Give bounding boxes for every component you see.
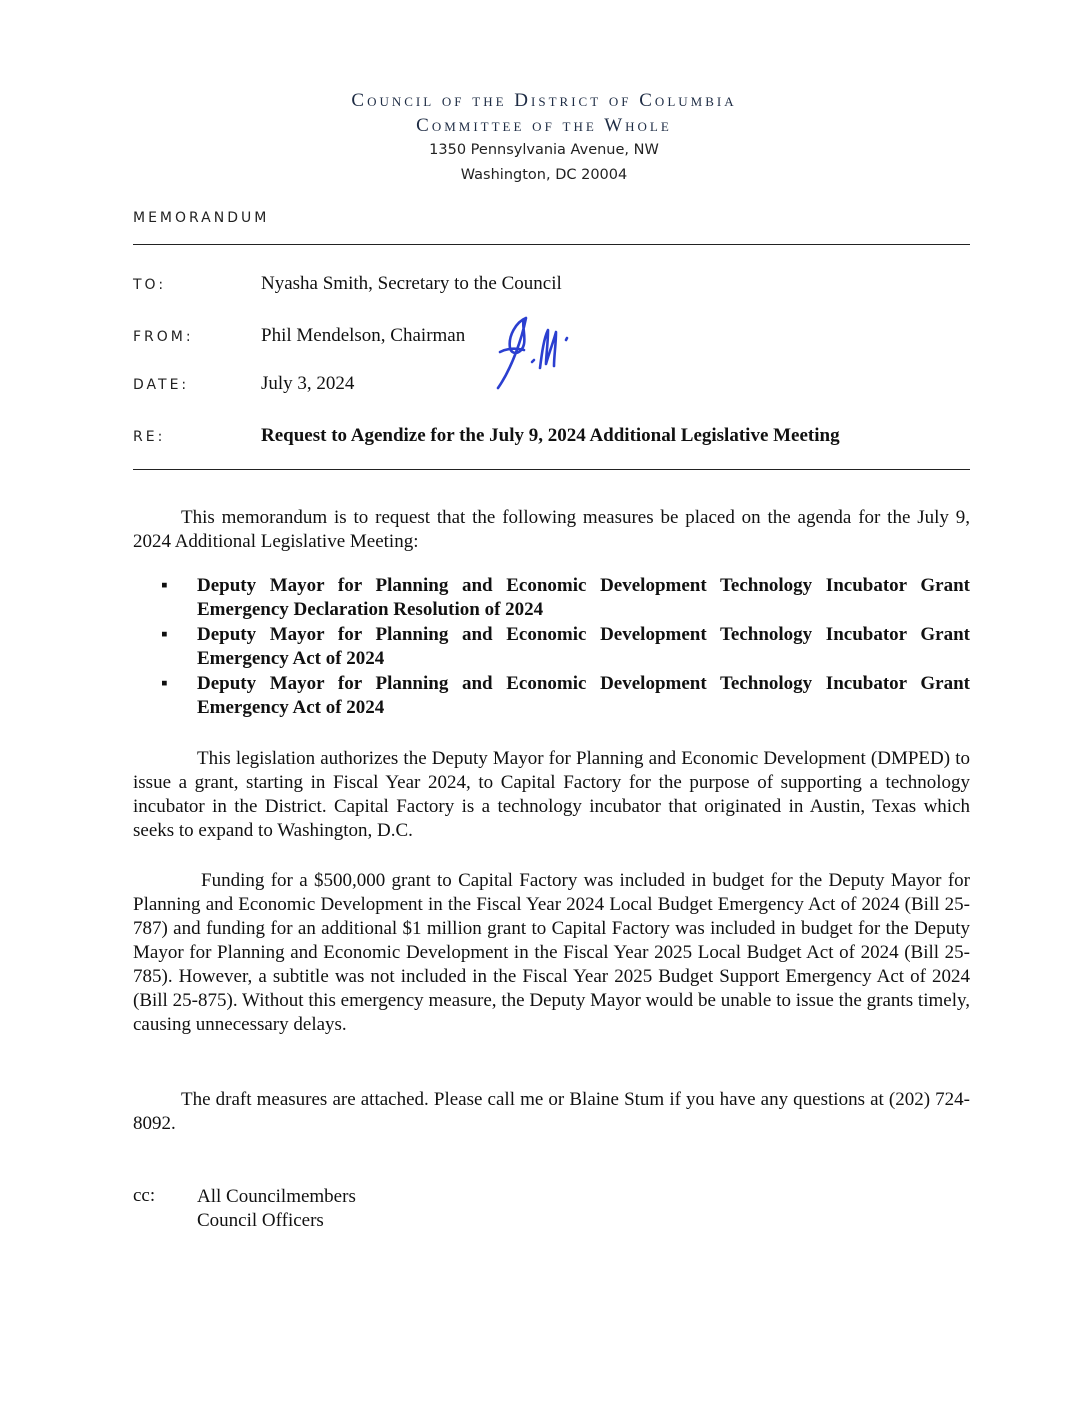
to-value: Nyasha Smith, Secretary to the Council [261,273,562,294]
funding-paragraph: Funding for a $500,000 grant to Capital Factory was included in budget for the Deputy Mayor for Planning and Economic Development in the Fiscal Year 2024 Local Budget Emergency Act of 2024 (Bill 25-787) and funding for an additional $1 million grant to Capital Factory was included in budget for the Deputy Mayor for Planning and Economic Development in the Fiscal Year 2025 Local Budget Act of 2024 (Bill 25-785). However, a subtitle was not included in the Fiscal Year 2025 Budget Support Emergency Act of 2024 (Bill 25-875). Without this emergency measure, the Deputy Mayor would be unable to issue the grants timely, causing unnecessary delays. [133,870,970,1035]
measure-title: Deputy Mayor for Planning and Economic Development Technology Incubator Grant Emergency Declaration Resolution of 2024 [197,575,970,620]
measure-title: Deputy Mayor for Planning and Economic Development Technology Incubator Grant Emergency Act of 2024 [197,624,970,669]
header-bottom-rule [133,469,970,470]
council-name: Council of the District of Columbia [351,90,737,111]
date-value: July 3, 2024 [261,373,355,394]
list-item [133,623,970,671]
committee-name: Committee of the Whole [416,115,672,136]
from-label: FROM: [133,329,194,345]
legislation-paragraph: This legislation authorizes the Deputy Mayor for Planning and Economic Development (DMPED) to issue a grant, starting in Fiscal Year 2024, to Capital Factory for the purpose of supporting a technology incubator in the District. Capital Factory is a technology incubator that originated in Austin, Texas which seeks to expand to Washington, D.C. [133,748,970,841]
address-street: 1350 Pennsylvania Avenue, NW [429,142,659,158]
chairman-signature [486,308,576,399]
measures-list [133,574,970,721]
bullet-marker: ▪ [161,624,168,645]
letterhead [0,88,1088,188]
re-value: Request to Agendize for the July 9, 2024 Additional Legislative Meeting [261,425,840,446]
contact-paragraph: The draft measures are attached. Please call me or Blaine Stum if you have any questions at (202) 724-8092. [133,1089,970,1134]
to-label: TO: [133,277,167,293]
list-item [133,574,970,622]
header-top-rule [133,244,970,245]
bullet-marker: ▪ [161,575,168,596]
memorandum-label: MEMORANDUM [133,210,270,226]
cc-recipient: Council Officers [197,1210,324,1231]
measure-title: Deputy Mayor for Planning and Economic Development Technology Incubator Grant Emergency Act of 2024 [197,673,970,718]
cc-list [197,1185,356,1233]
list-item [133,672,970,720]
bullet-marker: ▪ [161,673,168,694]
from-value: Phil Mendelson, Chairman [261,325,466,346]
intro-paragraph: This memorandum is to request that the following measures be placed on the agenda for the July 9, 2024 Additional Legislative Meeting: [133,507,970,552]
date-label: DATE: [133,377,190,393]
cc-label: cc: [133,1185,156,1206]
cc-recipient: All Councilmembers [197,1186,356,1207]
address-city: Washington, DC 20004 [460,167,628,183]
re-label: RE: [133,429,166,445]
